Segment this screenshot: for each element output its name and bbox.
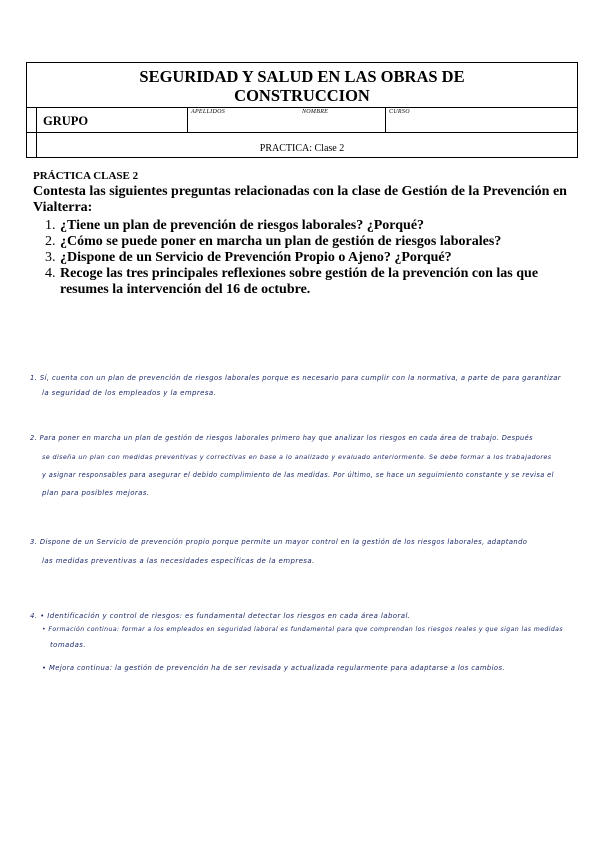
question-text: ¿Dispone de un Servicio de Prevención Propio o Ajeno? ¿Porqué? [60, 250, 452, 265]
divider [385, 108, 386, 132]
question-text: Recoge las tres principales reflexiones sobre gestión de la prevención con las que resumes la intervención del 16 de octubre. [60, 266, 539, 297]
curso-label: CURSO [389, 109, 410, 115]
practica-label: PRACTICA: Clase 2 [259, 143, 345, 154]
apellidos-label: APELLIDOS [191, 109, 226, 115]
answer-2-line-3: y asignar responsables para asegurar el debido cumplimiento de las medidas. Por último, se hace un seguimiento constante y se revisa el [42, 471, 554, 479]
answer-2-line-1: 2. Para poner en marcha un plan de gestión de riesgos laborales primero hay que analizar los riesgos en cada área de trabajo. Después [30, 434, 533, 442]
question-number: 1. [45, 218, 56, 233]
answer-2-line-2: se diseña un plan con medidas preventivas y correctivas en base a lo analizado y evaluado anteriormente. Se debe formar a los trabajadores [42, 453, 552, 461]
question-number: 4. [45, 266, 56, 281]
intro-text: Contesta las siguientes preguntas relacionadas con la clase de Gestión de la Prevención en Vialterra: [33, 184, 567, 215]
title-line-1: SEGURIDAD Y SALUD EN LAS OBRAS DE [139, 67, 465, 86]
question-item [33, 250, 578, 266]
question-list [33, 218, 578, 298]
answer-4-line-4: • Mejora continua: la gestión de prevención ha de ser revisada y actualizada regularmente para adaptarse a los cambios. [42, 664, 505, 672]
title-line-2: CONSTRUCCION [234, 86, 370, 105]
answer-4-line-3: tomadas. [50, 641, 86, 649]
answer-4-line-2: • Formación continua: formar a los empleados en seguridad laboral es fundamental para que comprendan los riesgos reales y que sigan las medidas [42, 626, 563, 633]
divider [187, 108, 188, 132]
question-item [33, 234, 578, 250]
answer-3-line-2: las medidas preventivas a las necesidades específicas de la empresa. [42, 557, 315, 565]
answer-3-line-1: 3. Dispone de un Servicio de prevención propio porque permite un mayor control en la gestión de los riesgos laborales, adaptando [30, 538, 528, 546]
answer-1-line-1: 1. Sí, cuenta con un plan de prevención de riesgos laborales porque es necesario para cumplir con la normativa, a parte de para garantizar [30, 374, 561, 382]
answer-2-line-4: plan para posibles mejoras. [42, 489, 150, 497]
question-number: 2. [45, 234, 56, 249]
grupo-label: GRUPO [43, 114, 89, 128]
sub-heading: PRÁCTICA CLASE 2 [33, 170, 139, 182]
nombre-label: NOMBRE [302, 109, 329, 115]
question-item [33, 266, 578, 298]
answer-4-line-1: 4. • Identificación y control de riesgos: es fundamental detectar los riesgos en cada área laboral. [30, 612, 411, 620]
question-item [33, 218, 578, 234]
question-text: ¿Cómo se puede poner en marcha un plan de gestión de riesgos laborales? [60, 234, 502, 249]
question-text: ¿Tiene un plan de prevención de riesgos laborales? ¿Porqué? [60, 218, 425, 233]
header-table [26, 62, 578, 158]
question-number: 3. [45, 250, 56, 265]
document-title [27, 67, 577, 105]
divider [36, 108, 37, 132]
student-info-row [27, 107, 577, 133]
answer-1-line-2: la seguridad de los empleados y la empresa. [42, 389, 217, 397]
